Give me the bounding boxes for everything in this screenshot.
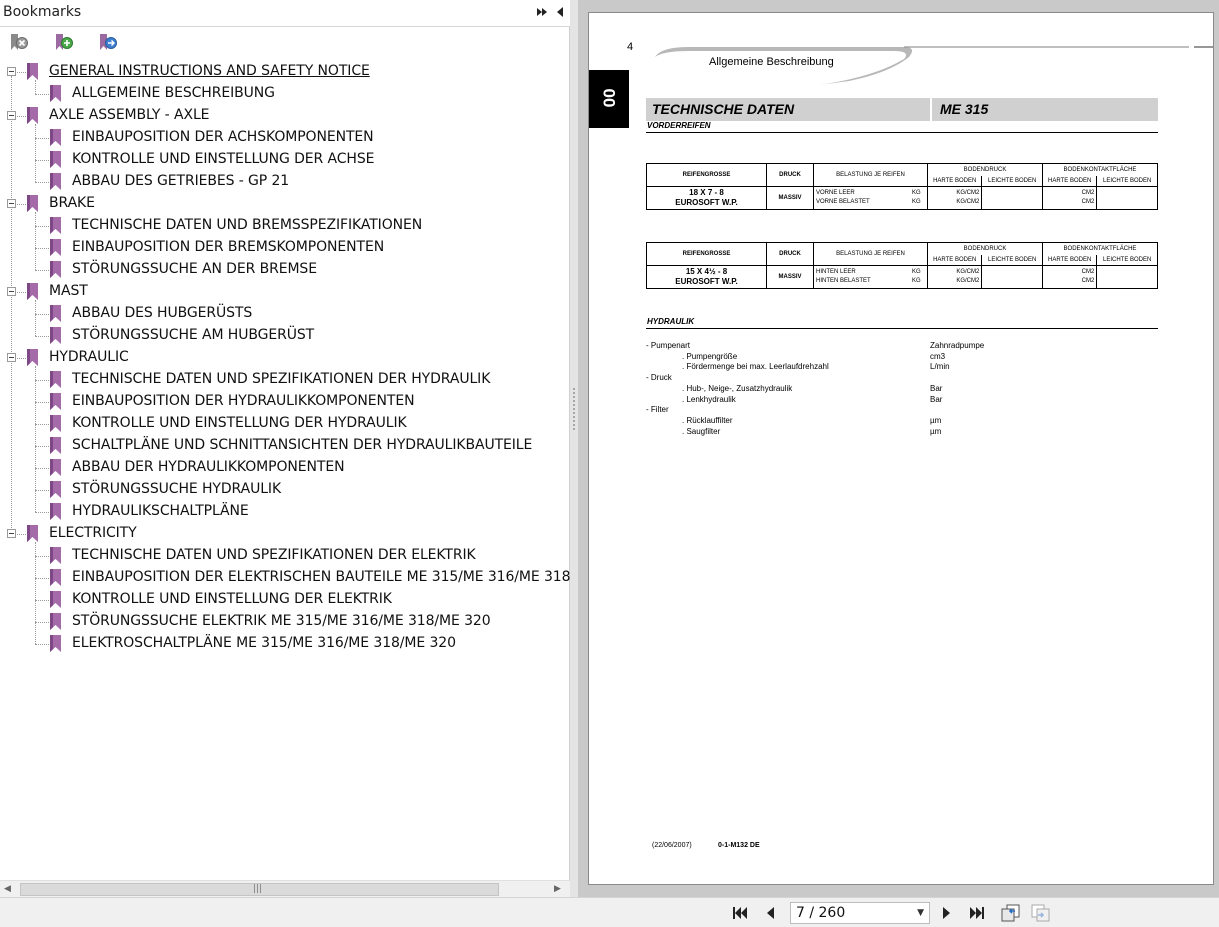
hydraulik-title: HYDRAULIK [647, 317, 695, 326]
next-page-icon[interactable] [940, 904, 954, 922]
bookmark-item[interactable] [0, 435, 570, 457]
spec-label: . Rücklauffilter [682, 415, 733, 425]
spec-value: µm [930, 426, 942, 436]
page-number: 4 [627, 41, 634, 53]
spec-label: - Pumpenart [646, 341, 691, 350]
collapse-toggle-icon[interactable] [7, 353, 16, 362]
bookmark-label: ABBAU DER HYDRAULIKKOMPONENTEN [72, 459, 345, 475]
spec-value: Zahnradpumpe [930, 341, 985, 350]
bookmark-label: STÖRUNGSSUCHE HYDRAULIK [72, 481, 282, 497]
bookmark-label: HYDRAULIKSCHALTPLÄNE [72, 503, 249, 519]
bookmark-label: AXLE ASSEMBLY - AXLE [49, 107, 210, 123]
bookmark-icon [50, 239, 61, 256]
collapse-toggle-icon[interactable] [7, 287, 16, 296]
bookmark-icon [50, 569, 61, 586]
bookmark-item[interactable] [0, 193, 570, 215]
spec-value: µm [930, 415, 942, 425]
bookmark-icon [50, 415, 61, 432]
bookmark-label: KONTROLLE UND EINSTELLUNG DER HYDRAULIK [72, 415, 407, 431]
spec-value: L/min [930, 362, 950, 372]
footer-code: 0-1-M132 DE [718, 842, 760, 849]
bookmark-label: BRAKE [49, 195, 95, 211]
bookmark-icon [50, 371, 61, 388]
previous-view-icon[interactable] [1000, 903, 1022, 921]
document-page [588, 12, 1214, 885]
last-page-icon[interactable] [968, 904, 986, 922]
bookmark-item[interactable] [0, 523, 570, 545]
spec-label: . Hub-, Neige-, Zusatzhydraulik [682, 383, 793, 393]
bookmark-icon [27, 349, 38, 366]
bookmark-icon [50, 437, 61, 454]
collapse-toggle-icon[interactable] [7, 529, 16, 538]
bookmark-icon [50, 217, 61, 234]
expand-panel-icon[interactable] [536, 6, 548, 22]
bookmark-item[interactable] [0, 369, 570, 391]
bookmark-icon [50, 459, 61, 476]
front-tire-table: REIFENGROSSE DRUCK BELASTUNG JE REIFEN BODENDRUCK BODENKONTAKTFLÄCHE HARTE BODEN LEICHTE BODEN HARTE BODEN LEICHTE BODEN 18 X 7 - 8 EUROSOFT W.P. MASSIV VORNE LEER KG VORNE BELASTET KG KG/CM2 KG/CM2 CM2 CM2 [646, 163, 1158, 210]
bookmark-icon [27, 525, 38, 542]
bookmark-item[interactable] [0, 105, 570, 127]
bookmark-item[interactable] [0, 347, 570, 369]
spec-label: - Druck [646, 373, 672, 383]
scroll-left-icon[interactable]: ◀ [4, 884, 11, 894]
bookmark-label: ALLGEMEINE BESCHREIBUNG [72, 85, 275, 101]
spec-value: Bar [930, 394, 943, 404]
add-bookmark-icon[interactable] [53, 32, 75, 54]
bookmark-item[interactable] [0, 83, 570, 105]
bookmarks-title: Bookmarks [3, 4, 82, 20]
first-page-icon[interactable] [731, 904, 749, 922]
spec-label: . Fördermenge bei max. Leerlaufdrehzahl [682, 362, 829, 372]
bookmark-label: KONTROLLE UND EINSTELLUNG DER ELEKTRIK [72, 591, 392, 607]
bookmark-icon [50, 635, 61, 652]
bookmark-icon [50, 481, 61, 498]
bookmarks-toolbar [0, 28, 570, 58]
page-dropdown-icon[interactable]: ▼ [917, 908, 924, 918]
bookmark-icon [50, 547, 61, 564]
bookmark-label: TECHNISCHE DATEN UND SPEZIFIKATIONEN DER ELEKTRIK [72, 547, 476, 563]
bookmark-icon [50, 591, 61, 608]
bookmark-label: EINBAUPOSITION DER ELEKTRISCHEN BAUTEILE ME 315/ME 316/ME 318 [72, 569, 570, 585]
bookmark-item[interactable] [0, 611, 570, 633]
bookmark-label: GENERAL INSTRUCTIONS AND SAFETY NOTICE [49, 63, 370, 79]
section-title: TECHNISCHE DATEN [652, 101, 795, 117]
bookmark-icon [50, 151, 61, 168]
bookmark-label: EINBAUPOSITION DER HYDRAULIKKOMPONENTEN [72, 393, 415, 409]
bookmark-label: SCHALTPLÄNE UND SCHNITTANSICHTEN DER HYDRAULIKBAUTEILE [72, 437, 533, 453]
bookmark-icon [50, 261, 61, 278]
title-bar [646, 98, 1158, 121]
bookmark-item[interactable] [0, 303, 570, 325]
rear-tire-table: REIFENGROSSE DRUCK BELASTUNG JE REIFEN BODENDRUCK BODENKONTAKTFLÄCHE HARTE BODEN LEICHTE BODEN HARTE BODEN LEICHTE BODEN 15 X 4½ - 8 EUROSOFT W.P. MASSIV HINTEN LEER KG HINTEN BELASTET KG KG/CM2 KG/CM2 CM2 CM2 [646, 242, 1158, 289]
bookmarks-panel [0, 0, 570, 897]
model-title: ME 315 [940, 101, 989, 117]
bookmark-label: TECHNISCHE DATEN UND BREMSSPEZIFIKATIONEN [72, 217, 423, 233]
bookmark-label: TECHNISCHE DATEN UND SPEZIFIKATIONEN DER HYDRAULIK [72, 371, 491, 387]
scroll-right-icon[interactable]: ▶ [554, 884, 561, 894]
bookmark-label: EINBAUPOSITION DER BREMSKOMPONENTEN [72, 239, 385, 255]
bookmark-item[interactable] [0, 237, 570, 259]
page-header-text: Allgemeine Beschreibung [709, 56, 834, 68]
bookmark-item[interactable] [0, 171, 570, 193]
collapse-toggle-icon[interactable] [7, 111, 16, 120]
bookmark-item[interactable] [0, 149, 570, 171]
bookmark-item[interactable] [0, 259, 570, 281]
bookmark-item[interactable] [0, 501, 570, 523]
bookmark-item[interactable] [0, 633, 570, 655]
bookmark-icon [27, 195, 38, 212]
add-child-bookmark-icon[interactable] [97, 32, 119, 54]
collapse-toggle-icon[interactable] [7, 67, 16, 76]
collapse-panel-icon[interactable] [555, 6, 565, 22]
subtitle-vorderreifen: VORDERREIFEN [647, 121, 711, 130]
bookmark-item[interactable] [0, 457, 570, 479]
bookmark-icon [50, 173, 61, 190]
bookmark-label: KONTROLLE UND EINSTELLUNG DER ACHSE [72, 151, 375, 167]
bookmark-label: HYDRAULIC [49, 349, 129, 365]
bookmark-item[interactable] [0, 413, 570, 435]
bookmark-label: STÖRUNGSSUCHE AM HUBGERÜST [72, 327, 315, 343]
spec-value: cm3 [930, 351, 946, 361]
bookmark-icon [50, 393, 61, 410]
footer-date: (22/06/2007) [652, 842, 692, 849]
spec-label: . Lenkhydraulik [682, 394, 736, 404]
spec-label: - Filter [646, 405, 669, 415]
bookmark-label: ELECTRICITY [49, 525, 137, 541]
bookmark-label: STÖRUNGSSUCHE AN DER BREMSE [72, 261, 317, 277]
bookmark-item[interactable] [0, 61, 570, 83]
previous-page-icon[interactable] [763, 904, 777, 922]
next-view-icon[interactable] [1030, 903, 1052, 921]
bookmark-label: STÖRUNGSSUCHE ELEKTRIK ME 315/ME 316/ME 318/ME 320 [72, 613, 491, 629]
page-number-field[interactable]: 7 / 260 ▼ [790, 902, 930, 924]
bookmark-item[interactable] [0, 281, 570, 303]
hydraulik-specs [646, 341, 1158, 441]
bookmark-label: ABBAU DES GETRIEBES - GP 21 [72, 173, 290, 189]
bookmark-item[interactable] [0, 589, 570, 611]
spec-label: . Saugfilter [682, 426, 721, 436]
bookmark-item[interactable] [0, 127, 570, 149]
section-tab: 00 [589, 70, 629, 128]
horizontal-scrollbar[interactable] [0, 880, 570, 897]
bookmark-icon [27, 107, 38, 124]
delete-bookmark-icon[interactable] [8, 32, 30, 54]
page-navigation-bar [0, 897, 1219, 927]
bookmark-icon [50, 613, 61, 630]
bookmark-icon [50, 503, 61, 520]
spec-value: Bar [930, 383, 943, 393]
bookmark-item[interactable] [0, 545, 570, 567]
bookmark-icon [27, 63, 38, 80]
bookmark-label: EINBAUPOSITION DER ACHSKOMPONENTEN [72, 129, 374, 145]
bookmark-label: MAST [49, 283, 88, 299]
bookmark-icon [50, 129, 61, 146]
bookmark-icon [27, 283, 38, 300]
spec-label: . Pumpengröße [682, 351, 738, 361]
bookmarks-header [0, 0, 570, 27]
bookmark-item[interactable] [0, 391, 570, 413]
bookmark-icon [50, 85, 61, 102]
bookmark-item[interactable] [0, 325, 570, 347]
panel-splitter[interactable] [570, 0, 578, 897]
bookmark-item[interactable] [0, 215, 570, 237]
collapse-toggle-icon[interactable] [7, 199, 16, 208]
bookmark-label: ELEKTROSCHALTPLÄNE ME 315/ME 316/ME 318/ME 320 [72, 635, 456, 651]
scrollbar-thumb[interactable]: ||| [20, 883, 499, 896]
bookmark-icon [50, 327, 61, 344]
bookmark-item[interactable] [0, 479, 570, 501]
bookmarks-tree [0, 60, 570, 880]
bookmark-label: ABBAU DES HUBGERÜSTS [72, 305, 253, 321]
bookmark-item[interactable] [0, 567, 570, 589]
document-viewer [578, 0, 1219, 897]
bookmark-icon [50, 305, 61, 322]
